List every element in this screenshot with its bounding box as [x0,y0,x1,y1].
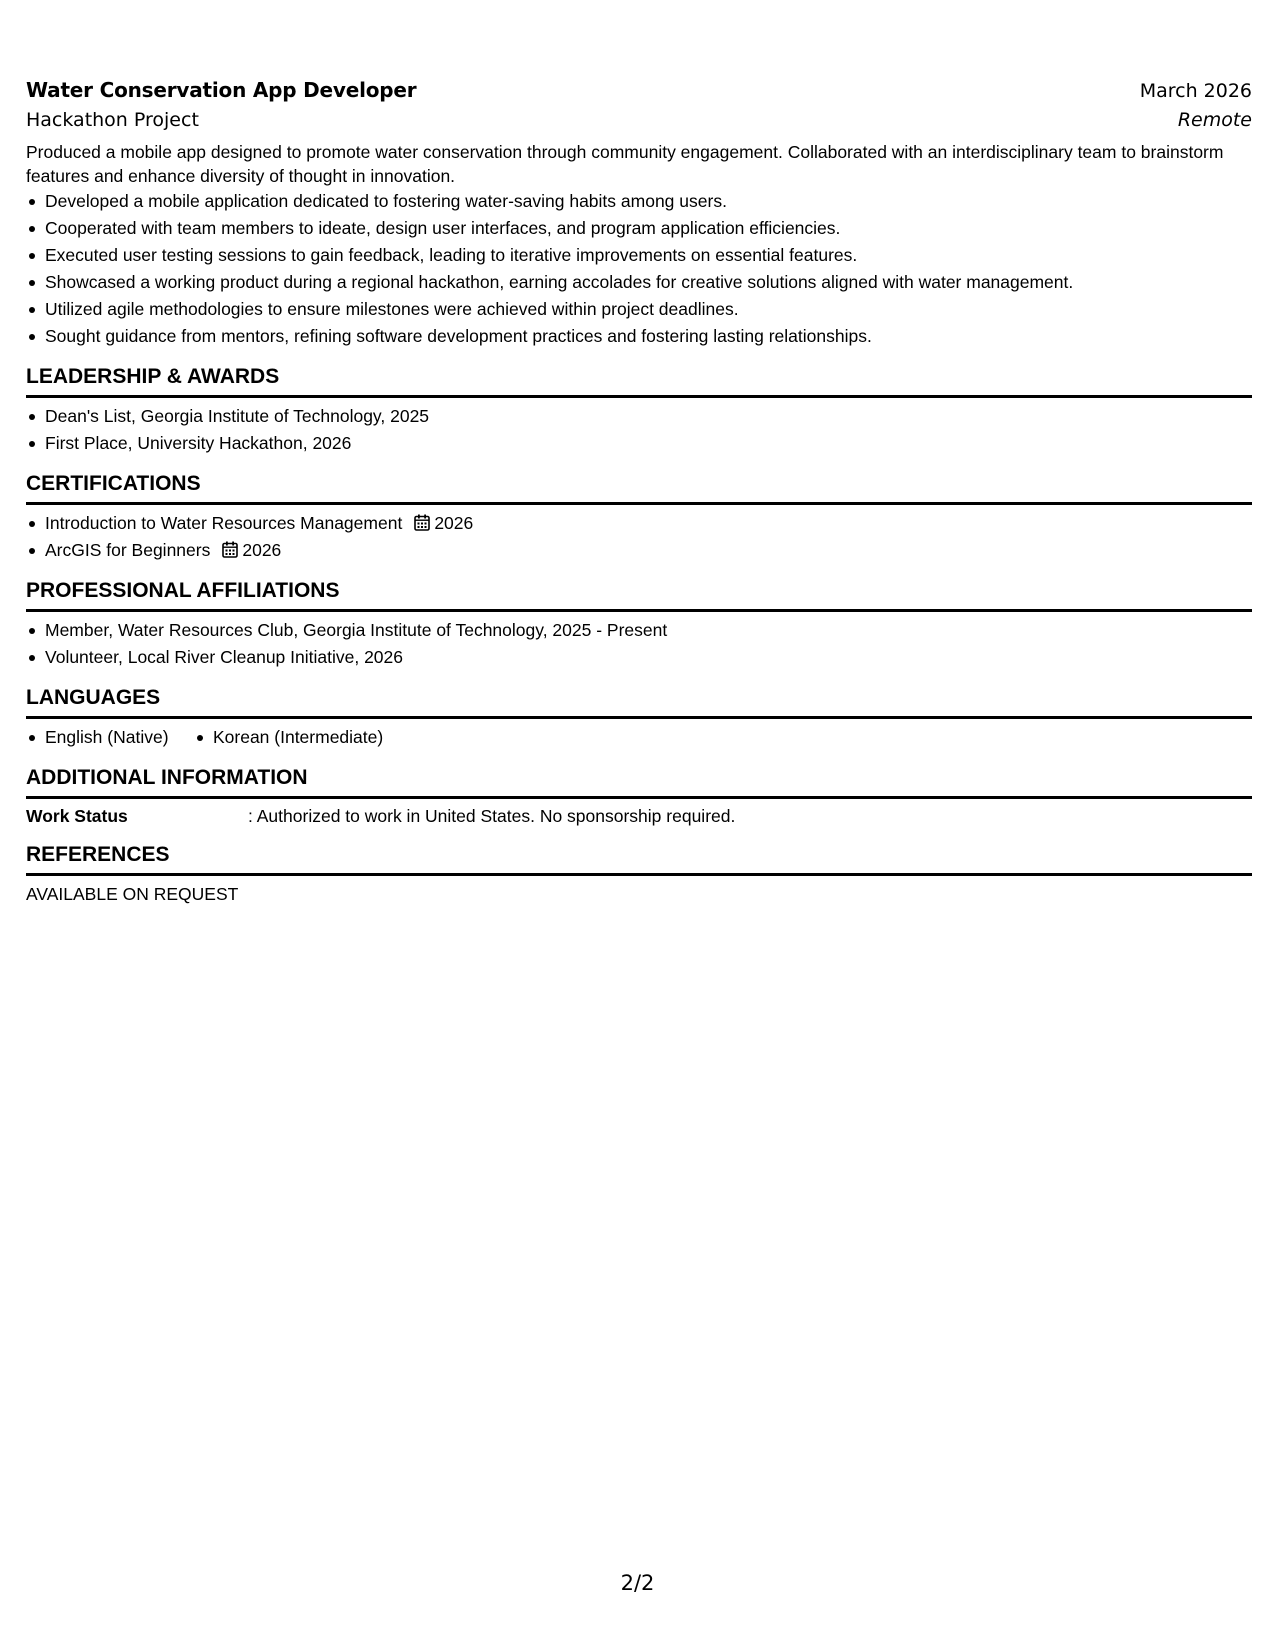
affiliations-list [26,617,1252,671]
certification-name: ArcGIS for Beginners [45,540,211,560]
languages-section [26,685,1252,751]
list-item: Volunteer, Local River Cleanup Initiative, 2026 [45,644,1252,671]
work-status-value: : Authorized to work in United States. No sponsorship required. [248,806,736,826]
languages-list [26,724,1252,751]
experience-entry [26,78,1252,350]
list-item: Member, Water Resources Club, Georgia Institute of Technology, 2025 - Present [45,617,1252,644]
certifications-list [26,510,1252,564]
section-heading: CERTIFICATIONS [26,471,1252,505]
list-item: Dean's List, Georgia Institute of Technology, 2025 [45,403,1252,430]
certification-name: Introduction to Water Resources Management [45,513,403,533]
references-text: AVAILABLE ON REQUEST [26,884,239,904]
job-title: Water Conservation App Developer [26,78,417,102]
job-summary: Produced a mobile app designed to promote water conservation through community engagement. Collaborated with an interdisciplinary team to brainstorm features and enhance diversity of thought in innovation. [26,142,1224,186]
certification-year: 2026 [242,540,282,560]
certification-year: 2026 [434,513,474,533]
list-item: First Place, University Hackathon, 2026 [45,430,1252,457]
additional-info-section [26,765,1252,828]
certifications-section [26,471,1252,564]
list-item: Cooperated with team members to ideate, design user interfaces, and program application efficiencies. [45,215,1252,242]
list-item: Korean (Intermediate) [213,724,383,751]
section-heading: ADDITIONAL INFORMATION [26,765,1252,799]
list-item: Executed user testing sessions to gain feedback, leading to iterative improvements on essential features. [45,242,1252,269]
list-item: English (Native) [45,724,169,751]
references-section [26,842,1252,907]
list-item [45,510,1252,537]
section-heading: LANGUAGES [26,685,1252,719]
list-item [45,537,1252,564]
section-heading: LEADERSHIP & AWARDS [26,364,1252,398]
list-item: Developed a mobile application dedicated to fostering water-saving habits among users. [45,188,1252,215]
job-bullets [26,188,1252,350]
list-item: Showcased a working product during a regional hackathon, earning accolades for creative solutions aligned with water management. [45,269,1252,296]
affiliations-section [26,578,1252,671]
work-status-row [26,804,1252,828]
list-item: Sought guidance from mentors, refining software development practices and fostering lasting relationships. [45,323,1252,350]
job-location: Remote [1177,109,1252,131]
section-heading: REFERENCES [26,842,1252,876]
leadership-list [26,403,1252,457]
page-number: 2/2 [620,1571,655,1595]
section-heading: PROFESSIONAL AFFILIATIONS [26,578,1252,612]
work-status-label: Work Status [26,806,128,826]
calendar-icon [222,541,238,558]
calendar-icon [414,514,430,531]
job-date: March 2026 [1139,80,1252,102]
company-name: Hackathon Project [26,109,199,131]
leadership-section [26,364,1252,457]
resume-page [26,78,1252,907]
list-item: Utilized agile methodologies to ensure milestones were achieved within project deadlines. [45,296,1252,323]
